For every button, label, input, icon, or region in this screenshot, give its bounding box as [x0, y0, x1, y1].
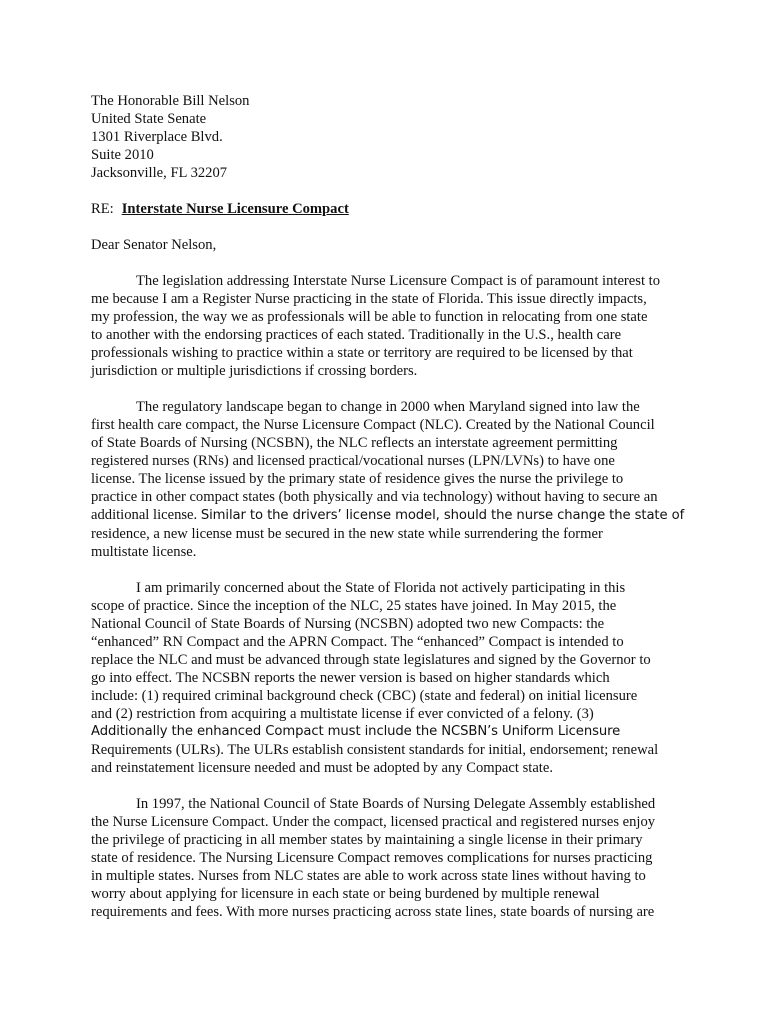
paragraph-line: and (2) restriction from acquiring a multistate license if ever convicted of a felony. (3): [91, 706, 594, 722]
paragraph-line: requirements and fees. With more nurses practicing across state lines, state boards of nursing are: [91, 904, 655, 920]
paragraph-line: professionals wishing to practice within a state or territory are required to be licensed by that: [91, 345, 633, 361]
paragraph-4: [91, 795, 691, 921]
subject-label: RE:: [91, 201, 114, 217]
paragraph-line: go into effect. The NCSBN reports the newer version is based on higher standards which: [91, 670, 610, 686]
paragraph-line: The legislation addressing Interstate Nurse Licensure Compact is of paramount interest to: [136, 273, 661, 289]
recipient-address: [91, 92, 691, 182]
paragraph-line: multistate license.: [91, 544, 197, 560]
paragraph-line: state of residence. The Nursing Licensure Compact removes complications for nurses practicing: [91, 850, 653, 866]
recipient-suite: Suite 2010: [91, 147, 154, 163]
paragraph-line: replace the NLC and must be advanced through state legislatures and signed by the Governor to: [91, 652, 651, 668]
paragraph-line: in multiple states. Nurses from NLC states are able to work across state lines without having to: [91, 868, 646, 884]
paragraph-line: residence, a new license must be secured in the new state while surrendering the former: [91, 526, 603, 542]
paragraph-1: [91, 272, 691, 380]
paragraph-line: I am primarily concerned about the State of Florida not actively participating in this: [136, 580, 626, 596]
paragraph-line: scope of practice. Since the inception of the NLC, 25 states have joined. In May 2015, the: [91, 598, 617, 614]
paragraph-3: [91, 579, 691, 777]
recipient-name: The Honorable Bill Nelson: [91, 93, 250, 109]
paragraph-line: and reinstatement licensure needed and must be adopted by any Compact state.: [91, 760, 553, 776]
subject-title: Interstate Nurse Licensure Compact: [121, 201, 349, 217]
subject-line: [91, 200, 691, 218]
paragraph-line: to another with the endorsing practices of each stated. Traditionally in the U.S., health care: [91, 327, 622, 343]
paragraph-line: me because I am a Register Nurse practicing in the state of Florida. This issue directly impacts,: [91, 291, 647, 307]
paragraph-line: Requirements (ULRs). The ULRs establish consistent standards for initial, endorsement; renewal: [91, 742, 659, 758]
salutation: Dear Senator Nelson,: [91, 237, 217, 253]
paragraph-line: Additionally the enhanced Compact must include the NCSBN’s Uniform Licensure: [91, 724, 621, 739]
paragraph-line-segment-alt-font: Similar to the drivers’ license model, should the nurse change the state of: [200, 508, 685, 523]
paragraph-line-segment: additional license.: [91, 507, 201, 523]
recipient-street: 1301 Riverplace Blvd.: [91, 129, 223, 145]
paragraph-line: my profession, the way we as professionals will be able to function in relocating from one state: [91, 309, 648, 325]
paragraph-2: [91, 398, 691, 561]
paragraph-line: worry about applying for licensure in each state or being burdened by multiple renewal: [91, 886, 600, 902]
paragraph-line: the Nurse Licensure Compact. Under the compact, licensed practical and registered nurses enjoy: [91, 814, 656, 830]
paragraph-line: National Council of State Boards of Nursing (NCSBN) adopted two new Compacts: the: [91, 616, 605, 632]
recipient-office: United State Senate: [91, 111, 207, 127]
paragraph-line: “enhanced” RN Compact and the APRN Compact. The “enhanced” Compact is intended to: [91, 634, 624, 650]
letter-page: [91, 92, 691, 921]
paragraph-line-mixed: [91, 506, 691, 525]
paragraph-line: practice in other compact states (both physically and via technology) without having to secure an: [91, 489, 658, 505]
paragraph-line: jurisdiction or multiple jurisdictions if crossing borders.: [91, 363, 418, 379]
paragraph-line: the privilege of practicing in all member states by maintaining a single license in their primary: [91, 832, 643, 848]
paragraph-line: registered nurses (RNs) and licensed practical/vocational nurses (LPN/LVNs) to have one: [91, 453, 615, 469]
paragraph-line: The regulatory landscape began to change in 2000 when Maryland signed into law the: [136, 399, 640, 415]
paragraph-line: first health care compact, the Nurse Licensure Compact (NLC). Created by the National Council: [91, 417, 655, 433]
paragraph-line: In 1997, the National Council of State Boards of Nursing Delegate Assembly established: [136, 796, 656, 812]
paragraph-line: include: (1) required criminal background check (CBC) (state and federal) on initial licensure: [91, 688, 638, 704]
recipient-city-state-zip: Jacksonville, FL 32207: [91, 165, 228, 181]
paragraph-line: of State Boards of Nursing (NCSBN), the NLC reflects an interstate agreement permitting: [91, 435, 618, 451]
paragraph-line: license. The license issued by the primary state of residence gives the nurse the privilege to: [91, 471, 624, 487]
